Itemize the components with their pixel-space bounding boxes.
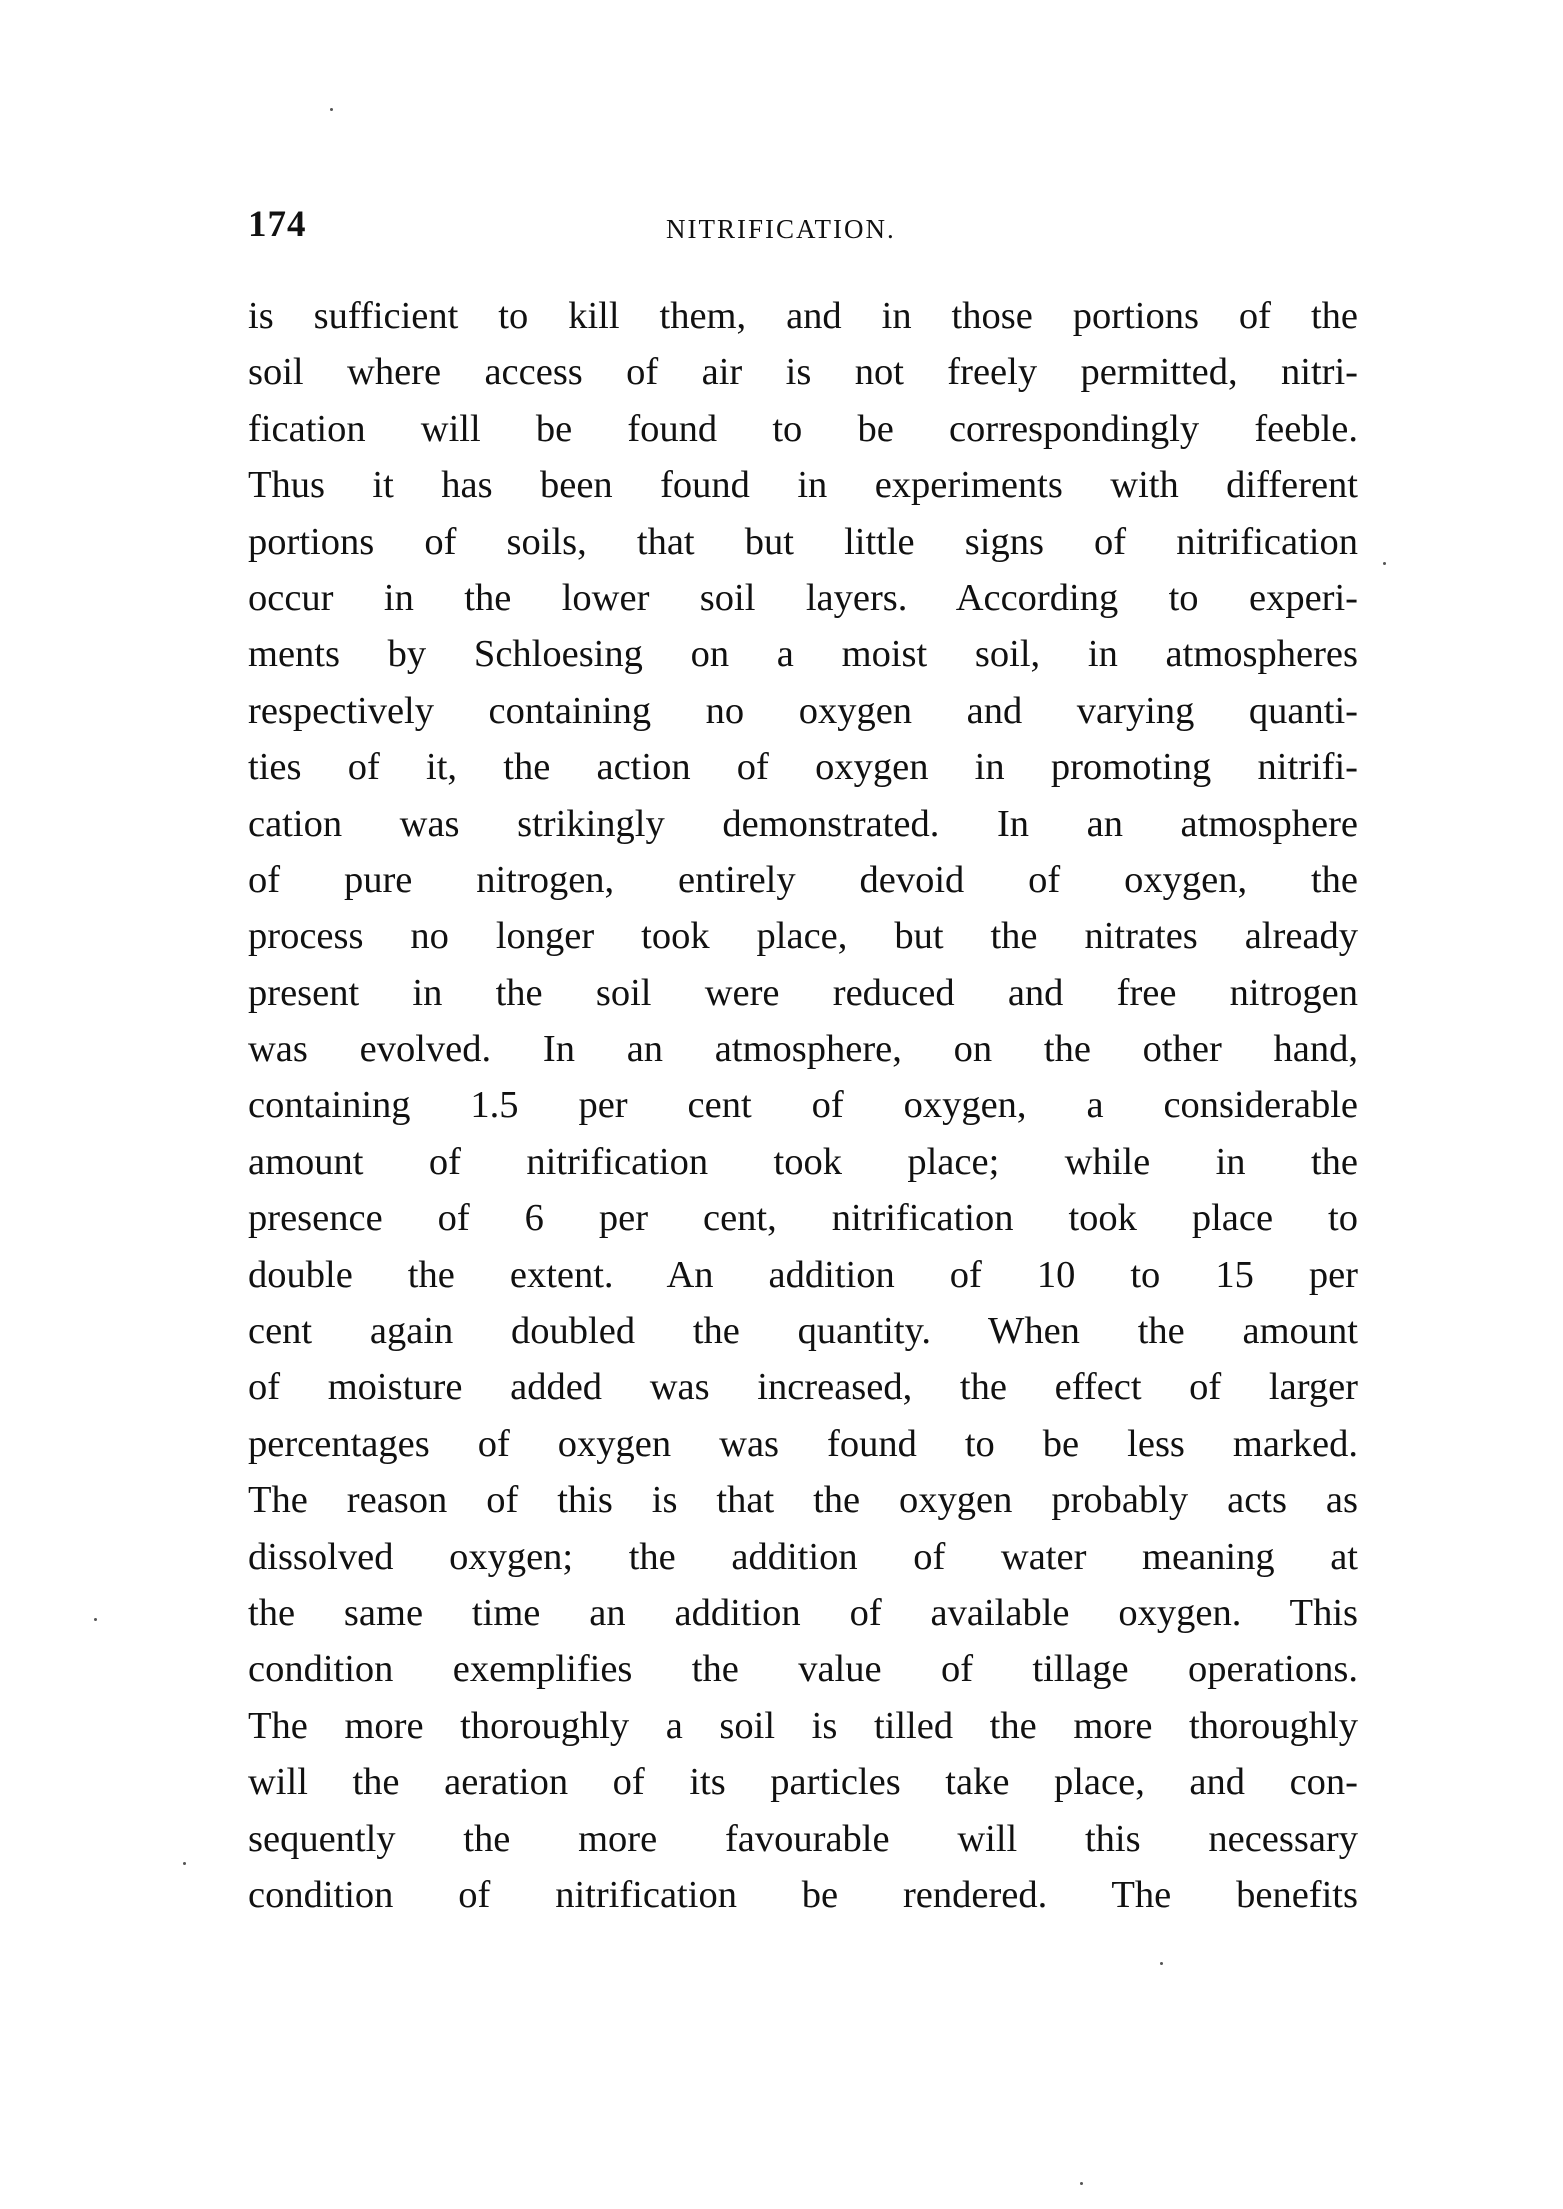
running-head <box>248 200 1358 250</box>
running-title: NITRIFICATION. <box>666 214 896 244</box>
text-line: of pure nitrogen, entirely devoid of oxygen, the <box>248 858 1358 901</box>
scan-speck <box>1160 1962 1163 1965</box>
text-line: sequently the more favourable will this necessary <box>248 1817 1358 1860</box>
text-line: present in the soil were reduced and free nitrogen <box>248 971 1358 1014</box>
text-line: process no longer took place, but the nitrates already <box>248 915 1358 958</box>
scan-speck <box>183 1862 186 1865</box>
text-line: amount of nitrification took place; while in the <box>248 1140 1358 1183</box>
text-line: portions of soils, that but little signs of nitrification <box>248 520 1358 563</box>
text-line: The more thoroughly a soil is tilled the more thoroughly <box>248 1704 1358 1747</box>
text-line: cation was strikingly demonstrated. In an atmosphere <box>248 802 1358 845</box>
scan-speck <box>94 1618 97 1621</box>
text-line: double the extent. An addition of 10 to 15 per <box>248 1253 1358 1296</box>
text-line: Thus it has been found in experiments with different <box>248 464 1358 507</box>
text-line: condition of nitrification be rendered. The benefits <box>248 1873 1358 1916</box>
text-line: ments by Schloesing on a moist soil, in atmospheres <box>248 633 1358 676</box>
text-line: containing 1.5 per cent of oxygen, a considerable <box>248 1084 1358 1127</box>
text-line: respectively containing no oxygen and varying quanti- <box>248 689 1358 732</box>
text-line: was evolved. In an atmosphere, on the other hand, <box>248 1028 1358 1071</box>
text-line: dissolved oxygen; the addition of water meaning at <box>248 1535 1358 1578</box>
text-line: presence of 6 per cent, nitrification took place to <box>248 1197 1358 1240</box>
text-line: is sufficient to kill them, and in those portions of the <box>248 295 1358 337</box>
text-line: cent again doubled the quantity. When the amount <box>248 1310 1358 1353</box>
text-line: fication will be found to be correspondingly feeble. <box>248 407 1358 450</box>
scan-speck <box>330 108 333 111</box>
page-number: 174 <box>248 204 307 245</box>
text-line: the same time an addition of available oxygen. This <box>248 1591 1358 1634</box>
body-paragraph <box>248 288 1358 1923</box>
scan-speck <box>1080 2182 1083 2185</box>
text-line: condition exemplifies the value of tillage operations. <box>248 1648 1358 1691</box>
text-line: soil where access of air is not freely permitted, nitri- <box>248 351 1358 394</box>
text-line: of moisture added was increased, the effect of larger <box>248 1366 1358 1409</box>
text-line: occur in the lower soil layers. According to experi- <box>248 576 1358 619</box>
text-line: The reason of this is that the oxygen probably acts as <box>248 1479 1358 1522</box>
text-line: will the aeration of its particles take place, and con- <box>248 1761 1358 1804</box>
text-line: percentages of oxygen was found to be less marked. <box>248 1422 1358 1465</box>
scan-speck <box>1383 562 1386 565</box>
text-line: ties of it, the action of oxygen in promoting nitrifi- <box>248 746 1358 789</box>
